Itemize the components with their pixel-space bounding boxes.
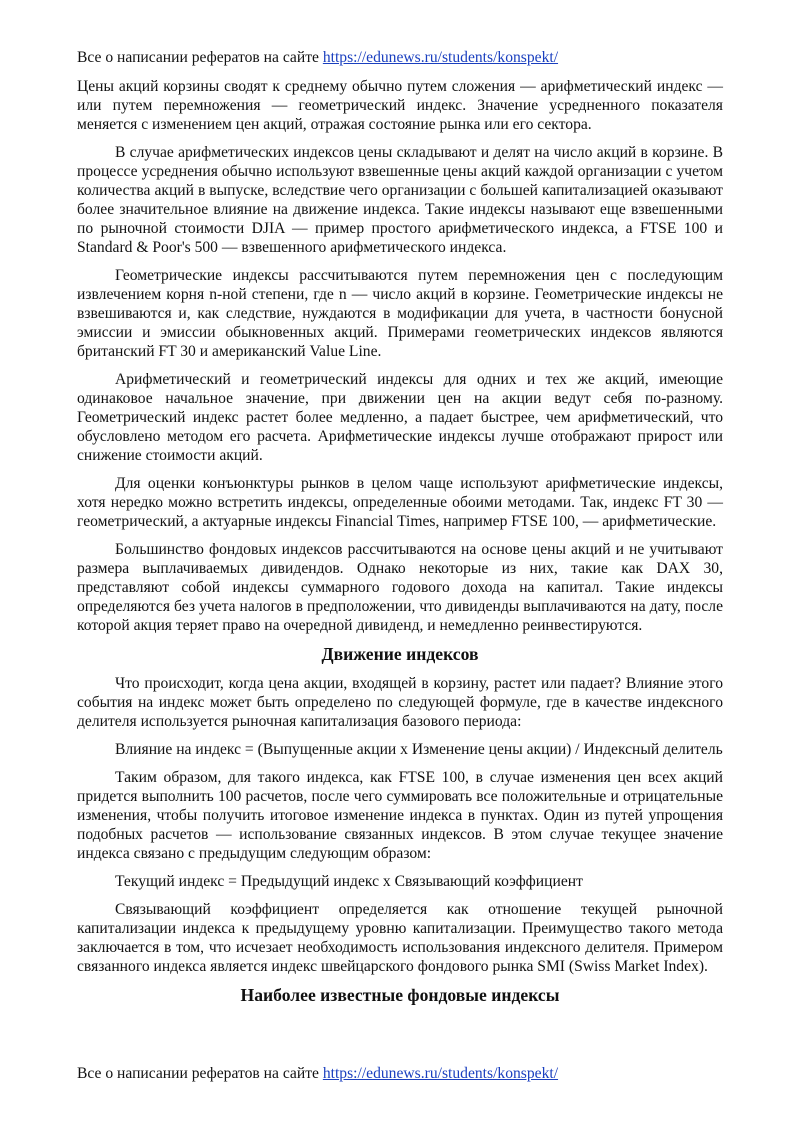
paragraph: Большинство фондовых индексов рассчитываются на основе цены акций и не учитывают размера выплачиваемых дивидендов. Однако некоторые из них, такие как DAX 30, представляют собой индексы суммарного годового дохода на капитал. Такие индексы определяются без учета налогов в предположении, что дивиденды выплачиваются на дату, после которой акция теряет право на очередной дивиденд, и немедленно реинвестируются. [77,541,723,634]
footer-link[interactable]: https://edunews.ru/students/konspekt/ [322,1065,559,1082]
paragraph: Геометрические индексы рассчитываются путем перемножения цен с последующим извлечением корня n-ной степени, где n — число акций в корзине. Геометрические индексы не взвешиваются и, как следствие, нуждаются в модификации для учета, в частности бонусной эмиссии и эмиссии обыкновенных акций. Примерами геометрических индексов являются британский FT 30 и американский Value Line. [77,267,723,360]
paragraph: Что происходит, когда цена акции, входящей в корзину, растет или падает? Влияние этого события на индекс может быть определено по следующей формуле, где в качестве индексного делителя используется рыночная капитализация базового периода: [77,675,723,730]
section-heading: Движение индексов [321,644,479,664]
section-heading: Наиболее известные фондовые индексы [240,985,560,1005]
paragraph: Связывающий коэффициент определяется как отношение текущей рыночной капитализации индекса к предыдущему уровню капитализации. Преимущество такого метода заключается в том, что исчезает необходимость использования индексного делителя. Примером связанного индекса является индекс швейцарского фондового рынка SMI (Swiss Market Index). [77,901,723,975]
page-header [77,48,727,67]
paragraph: Арифметический и геометрический индексы для одних и тех же акций, имеющие одинаковое начальное значение, при движении цен на акции ведут себя по-разному. Геометрический индекс растет более медленно, а падает быстрее, чем арифметический, что обусловлено методом его расчета. Арифметические индексы лучше отображают прирост или снижение стоимости акций. [77,371,723,464]
header-link[interactable]: https://edunews.ru/students/konspekt/ [322,49,559,66]
paragraph: Таким образом, для такого индекса, как FTSE 100, в случае изменения цен всех акций придется выполнить 100 расчетов, после чего суммировать все положительные и отрицательные изменения, чтобы получить итоговое изменение индекса в пунктах. Один из путей упрощения подобных расчетов — использование связанных индексов. В этом случае текущее значение индекса связано с предыдущим следующим образом: [77,769,723,862]
formula: Текущий индекс = Предыдущий индекс x Связывающий коэффициент [115,873,583,890]
document-body [77,77,723,1015]
header-text: Все о написании рефератов на сайте [77,49,323,66]
paragraph: В случае арифметических индексов цены складывают и делят на число акций в корзине. В процессе усреднения обычно используют взвешенные цены акций каждой организации с учетом количества акций в выпуске, вследствие чего организации с большей капитализацией оказывают более значительное влияние на движение индекса. Такие индексы называют еще взвешенными по рыночной стоимости DJIA — пример простого арифметического индекса, а FTSE 100 и Standard & Poor's 500 — взвешенного арифметического индекса. [77,144,723,256]
footer-text: Все о написании рефератов на сайте [77,1065,323,1082]
page-footer [77,1064,727,1083]
paragraph: Для оценки конъюнктуры рынков в целом чаще используют арифметические индексы, хотя нередко можно встретить индексы, определенные обоими методами. Так, индекс FT 30 — геометрический, а актуарные индексы Financial Times, например FTSE 100, — арифметические. [77,475,723,530]
paragraph: Цены акций корзины сводят к среднему обычно путем сложения — арифметический индекс — или путем перемножения — геометрический индекс. Значение усредненного показателя меняется с изменением цен акций, отражая состояние рынка или его сектора. [77,78,723,133]
formula: Влияние на индекс = (Выпущенные акции x Изменение цены акции) / Индексный делитель [115,741,723,758]
